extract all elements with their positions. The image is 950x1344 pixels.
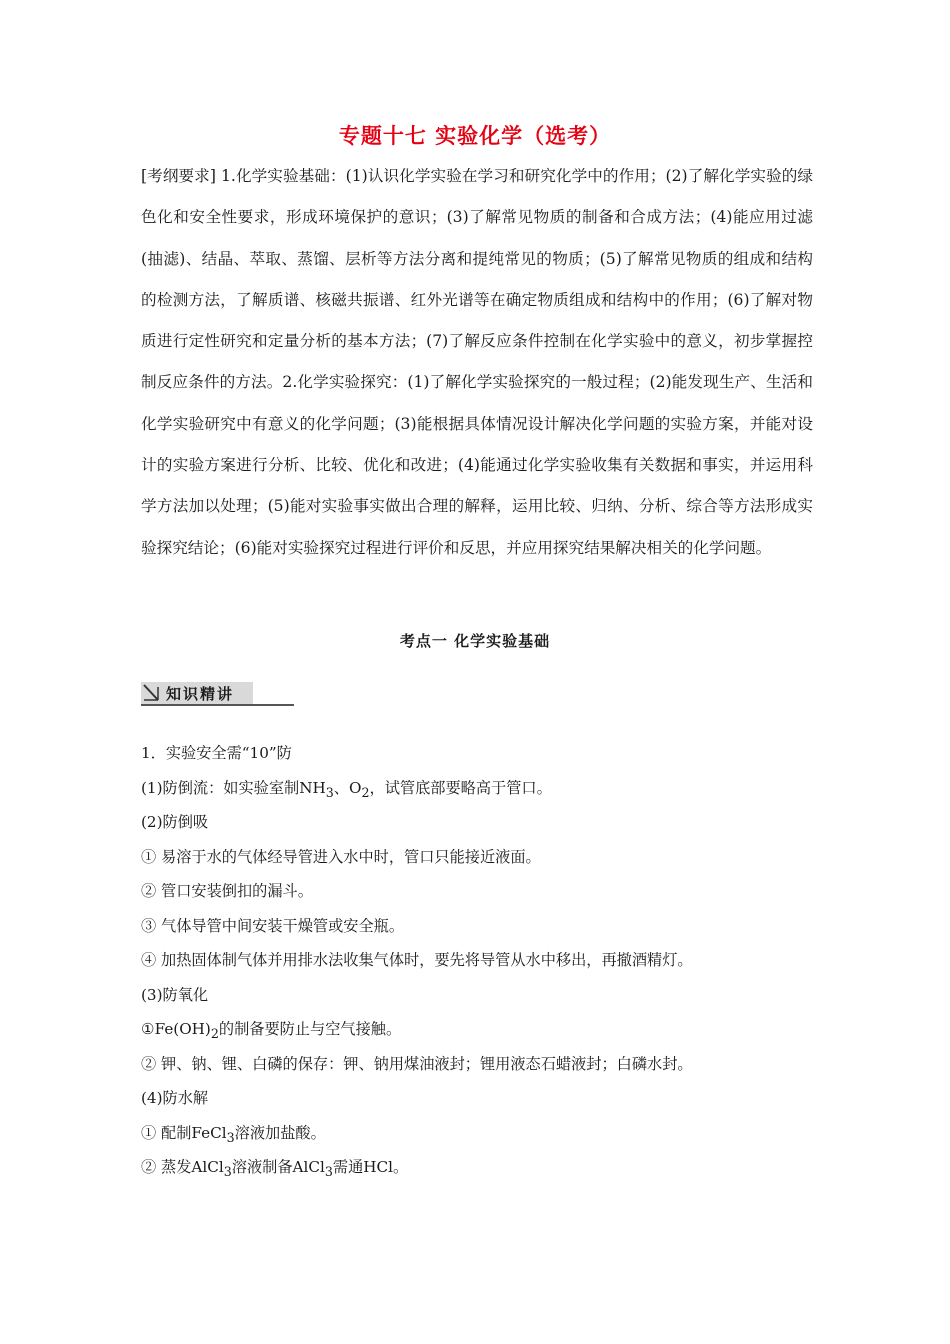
content-line: (2)防倒吸 xyxy=(141,813,209,831)
content-line: (4)防水解 xyxy=(141,1089,209,1107)
content-line: ② 蒸发AlCl$_3$溶液制备AlCl$_3$需通HCl。 xyxy=(141,1158,409,1180)
requirements-text: 1.化学实验基础：(1)认识化学实验在学习和研究化学中的作用；(2)了解化学实验的绿色化和安全性要求，形成环境保护的意识；(3)了解常见物质的制备和合成方法；(4)能应用过滤(抽滤)、结晶、萃取、蒸馏、层析等方法分离和提纯常见的物质；(5)了解常见物质的组成和结构的检测方法，了解质谱、核磁共振谱、红外光谱等在确定物质组成和结构中的作用；(6)了解对物质进行定性研究和定量分析的基本方法；(7)了解反应条件控制在化学实验中的意义，初步掌握控制反应条件的方法。2.化学实验探究：(1)了解化学实验探究的一般过程；(2)能发现生产、生活和化学实验研究中有意义的化学问题；(3)能根据具体情况设计解决化学问题的实验方案，并能对设计的实验方案进行分析、比较、优化和改进；(4)能通过化学实验收集有关数据和事实，并运用科学方法加以处理；(5)能对实验事实做出合理的解释，运用比较、归纳、分析、综合等方法形成实验探究结论；(6)能对实验探究过程进行评价和反思，并应用探究结果解决相关的化学问题。 xyxy=(141,167,814,557)
requirements-tag: [考纲要求] xyxy=(141,167,216,185)
page-title: 专题十七 实验化学（选考） xyxy=(338,123,612,148)
content-line: (3)防氧化 xyxy=(141,985,209,1004)
section-heading: 考点一 化学实验基础 xyxy=(399,632,551,650)
banner-underline xyxy=(141,704,294,706)
content-line: ② 钾、钠、锂、白磷的保存：钾、钠用煤油液封；锂用液态石蜡液封；白磷水封。 xyxy=(141,1054,693,1073)
knowledge-banner xyxy=(141,682,294,708)
content-line: ③ 气体导管中间安装干燥管或安全瓶。 xyxy=(141,916,405,935)
content-line: $①Fe(OH)_2$的制备要防止与空气接触。 xyxy=(141,1020,402,1042)
content-lines xyxy=(141,741,821,1190)
content-line: 1．实验安全需“10”防 xyxy=(141,744,292,762)
exam-requirements xyxy=(141,156,813,569)
content-line: ④ 加热固体制气体并用排水法收集气体时，要先将导管从水中移出，再撤酒精灯。 xyxy=(141,951,693,969)
diagonal-stripe-icon xyxy=(143,684,159,701)
content-line: ① 易溶于水的气体经导管进入水中时，管口只能接近液面。 xyxy=(141,847,541,866)
content-line: ② 管口安装倒扣的漏斗。 xyxy=(141,882,313,900)
content-line: ① 配制FeCl$_3$溶液加盐酸。 xyxy=(141,1123,326,1145)
content-line: (1)防倒流：如实验室制$NH_3$、$O_2$，试管底部要略高于管口。 xyxy=(141,778,552,800)
banner-label: 知识精讲 xyxy=(166,685,235,703)
